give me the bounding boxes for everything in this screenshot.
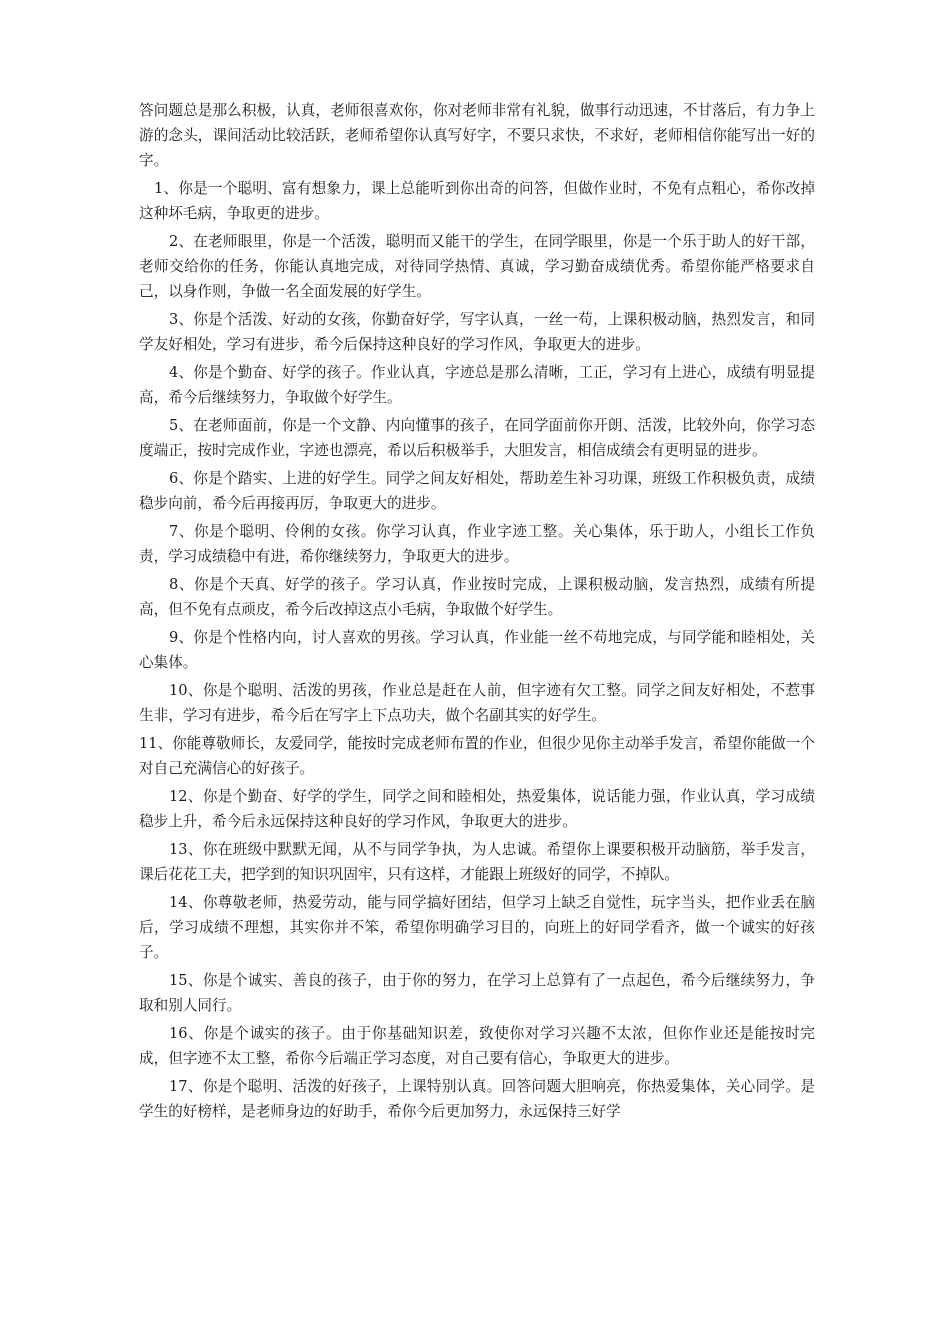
paragraph: 答问题总是那么积极，认真，老师很喜欢你，你对老师非常有礼貌，做事行动迅速，不甘落后，有力争上游的念头，课间活动比较活跃，老师希望你认真写好字，不要只求快，不求好，老师相信你能写出一好的字。 bbox=[139, 102, 815, 169]
paragraph: 3、你是个活泼、好动的女孩，你勤奋好学，写字认真，一丝一苟，上课积极动脑，热烈发言，和同学友好相处，学习有进步，希今后保持这种良好的学习作风，争取更大的进步。 bbox=[139, 311, 815, 353]
paragraph: 4、你是个勤奋、好学的孩子。作业认真，字迹总是那么清晰，工正，学习有上进心，成绩有明显提高，希今后继续努力，争取做个好学生。 bbox=[139, 364, 815, 406]
paragraph: 17、你是个聪明、活泼的好孩子，上课特别认真。回答问题大胆响亮，你热爱集体，关心同学。是学生的好榜样，是老师身边的好助手，希你今后更加努力，永远保持三好学 bbox=[139, 1078, 815, 1120]
paragraph: 1、你是一个聪明、富有想象力，课上总能听到你出奇的问答，但做作业时，不免有点粗心，希你改掉这种坏毛病，争取更的进步。 bbox=[139, 180, 815, 222]
paragraph: 12、你是个勤奋、好学的学生，同学之间和睦相处，热爱集体，说话能力强，作业认真，学习成绩稳步上升，希今后永远保持这种良好的学习作风，争取更大的进步。 bbox=[139, 788, 815, 830]
paragraph: 2、在老师眼里，你是一个活泼，聪明而又能干的学生，在同学眼里，你是一个乐于助人的好干部，老师交给你的任务，你能认真地完成，对待同学热情、真诚，学习勤奋成绩优秀。希望你能严格要求自己，以身作则，争做一名全面发展的好学生。 bbox=[139, 233, 815, 300]
paragraph: 14、你尊敬老师，热爱劳动，能与同学搞好团结，但学习上缺乏自觉性，玩字当头，把作业丢在脑后，学习成绩不理想，其实你并不笨，希望你明确学习目的，向班上的好同学看齐，做一个诚实的好孩子。 bbox=[139, 894, 815, 961]
paragraph: 8、你是个天真、好学的孩子。学习认真，作业按时完成，上课积极动脑，发言热烈，成绩有所提高，但不免有点顽皮，希今后改掉这点小毛病，争取做个好学生。 bbox=[139, 576, 815, 618]
paragraph: 7、你是个聪明、伶俐的女孩。你学习认真，作业字迹工整。关心集体，乐于助人，小组长工作负责，学习成绩稳中有进，希你继续努力，争取更大的进步。 bbox=[139, 523, 815, 565]
paragraph: 11、你能尊敬师长，友爱同学，能按时完成老师布置的作业，但很少见你主动举手发言，希望你能做一个对自己充满信心的好孩子。 bbox=[139, 735, 815, 777]
paragraph: 13、你在班级中默默无闻，从不与同学争执，为人忠诚。希望你上课要积极开动脑筋，举手发言，课后花花工夫，把学到的知识巩固牢，只有这样，才能跟上班级好的同学，不掉队。 bbox=[139, 841, 815, 883]
paragraph: 16、你是个诚实的孩子。由于你基础知识差，致使你对学习兴趣不太浓，但你作业还是能按时完成，但字迹不太工整，希你今后端正学习态度，对自己要有信心，争取更大的进步。 bbox=[139, 1025, 815, 1067]
paragraph: 6、你是个踏实、上进的好学生。同学之间友好相处，帮助差生补习功课，班级工作积极负责，成绩稳步向前，希今后再接再厉，争取更大的进步。 bbox=[139, 470, 815, 512]
paragraph: 9、你是个性格内向，讨人喜欢的男孩。学习认真，作业能一丝不苟地完成，与同学能和睦相处，关心集体。 bbox=[139, 629, 815, 671]
paragraph: 5、在老师面前，你是一个文静、内向懂事的孩子，在同学面前你开朗、活泼，比较外向，你学习态度端正，按时完成作业，字迹也漂亮，希以后积极举手，大胆发言，相信成绩会有更明显的进步。 bbox=[139, 417, 815, 459]
paragraph: 10、你是个聪明、活泼的男孩，作业总是赶在人前，但字迹有欠工整。同学之间友好相处，不惹事生非，学习有进步，希今后在写字上下点功夫，做个名副其实的好学生。 bbox=[139, 682, 815, 724]
document-page bbox=[139, 98, 815, 1127]
paragraph: 15、你是个诚实、善良的孩子，由于你的努力，在学习上总算有了一点起色，希今后继续努力，争取和别人同行。 bbox=[139, 972, 815, 1014]
